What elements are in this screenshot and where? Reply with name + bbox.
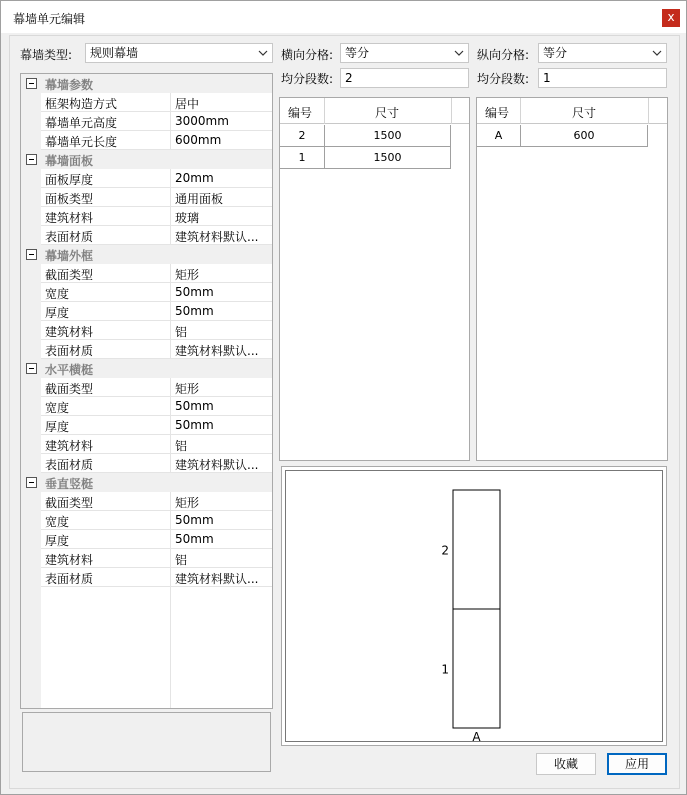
collapse-toggle-icon[interactable] — [26, 78, 37, 89]
collect-button[interactable]: 收藏 — [536, 753, 596, 775]
property-category[interactable] — [21, 359, 272, 378]
property-name: 面板厚度 — [45, 173, 94, 187]
property-row[interactable] — [21, 397, 272, 416]
vertical-division-value: 等分 — [543, 46, 568, 60]
table-header — [280, 98, 469, 124]
property-row[interactable] — [21, 511, 272, 530]
property-value[interactable]: 50mm — [175, 418, 214, 432]
property-row[interactable] — [21, 131, 272, 150]
property-value[interactable]: 50mm — [175, 513, 214, 527]
property-grid[interactable] — [20, 73, 273, 709]
horizontal-division-table[interactable] — [279, 97, 470, 461]
unit-preview-drawing — [286, 471, 664, 743]
collapse-toggle-icon[interactable] — [26, 249, 37, 260]
chevron-down-icon — [454, 46, 464, 60]
property-row[interactable] — [21, 112, 272, 131]
property-value[interactable]: 3000mm — [175, 114, 229, 128]
column-header-size[interactable]: 尺寸 — [375, 106, 400, 120]
vertical-division-select[interactable] — [538, 43, 667, 63]
property-category-label: 幕墙外框 — [45, 249, 94, 263]
property-value[interactable]: 通用面板 — [175, 192, 224, 206]
row-label: 1 — [441, 662, 449, 677]
vertical-count-label: 均分段数: — [477, 72, 530, 86]
property-row[interactable] — [21, 302, 272, 321]
property-category-label: 幕墙面板 — [45, 154, 94, 168]
property-name: 建筑材料 — [45, 211, 94, 225]
property-row[interactable] — [21, 340, 272, 359]
cell-number[interactable]: 2 — [280, 125, 325, 147]
property-value[interactable]: 50mm — [175, 285, 214, 299]
property-category-label: 幕墙参数 — [45, 78, 94, 92]
property-row[interactable] — [21, 454, 272, 473]
cell-size[interactable]: 1500 — [325, 147, 451, 169]
property-value[interactable]: 居中 — [175, 97, 200, 111]
property-row[interactable] — [21, 321, 272, 340]
property-name: 厚度 — [45, 534, 70, 548]
property-row[interactable] — [21, 283, 272, 302]
property-name: 宽度 — [45, 287, 70, 301]
cell-size[interactable]: 1500 — [325, 125, 451, 147]
horizontal-count-input[interactable]: 2 — [340, 68, 469, 88]
property-value[interactable]: 50mm — [175, 532, 214, 546]
window-title: 幕墙单元编辑 — [13, 12, 86, 26]
row-label: 2 — [441, 543, 449, 558]
property-name: 宽度 — [45, 515, 70, 529]
property-row[interactable] — [21, 378, 272, 397]
property-value[interactable]: 矩形 — [175, 382, 200, 396]
property-name: 建筑材料 — [45, 439, 94, 453]
table-header — [477, 98, 667, 124]
property-name: 宽度 — [45, 401, 70, 415]
column-divider — [324, 98, 325, 124]
property-value[interactable]: 矩形 — [175, 496, 200, 510]
property-name: 框架构造方式 — [45, 97, 118, 111]
close-button[interactable]: x — [662, 9, 680, 27]
property-value[interactable]: 玻璃 — [175, 211, 200, 225]
property-description-box — [22, 712, 271, 772]
property-value[interactable]: 建筑材料默认... — [175, 458, 259, 472]
collapse-toggle-icon[interactable] — [26, 363, 37, 374]
property-value[interactable]: 建筑材料默认... — [175, 230, 259, 244]
property-name: 截面类型 — [45, 496, 94, 510]
collapse-toggle-icon[interactable] — [26, 154, 37, 165]
property-value[interactable]: 铝 — [175, 553, 188, 567]
property-row[interactable] — [21, 264, 272, 283]
property-category-label: 水平横梃 — [45, 363, 94, 377]
property-row[interactable] — [21, 435, 272, 454]
property-row[interactable] — [21, 568, 272, 587]
property-value[interactable]: 600mm — [175, 133, 222, 147]
chevron-down-icon — [258, 46, 268, 60]
property-value[interactable]: 50mm — [175, 304, 214, 318]
property-row[interactable] — [21, 492, 272, 511]
cell-size[interactable]: 600 — [521, 125, 648, 147]
column-header-number[interactable]: 编号 — [288, 106, 313, 120]
property-row[interactable] — [21, 549, 272, 568]
cell-number[interactable]: 1 — [280, 147, 325, 169]
property-name: 表面材质 — [45, 344, 94, 358]
collapse-toggle-icon[interactable] — [26, 477, 37, 488]
apply-button[interactable]: 应用 — [607, 753, 667, 775]
vertical-division-label: 纵向分格: — [477, 48, 530, 62]
property-row[interactable] — [21, 207, 272, 226]
property-row[interactable] — [21, 188, 272, 207]
property-category-label: 垂直竖梃 — [45, 477, 94, 491]
property-name: 表面材质 — [45, 230, 94, 244]
column-divider — [648, 98, 649, 124]
property-value[interactable]: 铝 — [175, 325, 188, 339]
vertical-count-input[interactable]: 1 — [538, 68, 667, 88]
property-name: 截面类型 — [45, 382, 94, 396]
horizontal-division-value: 等分 — [345, 46, 370, 60]
property-value[interactable]: 20mm — [175, 171, 214, 185]
property-name: 表面材质 — [45, 458, 94, 472]
column-divider — [451, 98, 452, 124]
property-name: 建筑材料 — [45, 325, 94, 339]
unit-preview-panel — [281, 466, 667, 746]
property-value[interactable]: 建筑材料默认... — [175, 572, 259, 586]
property-name: 幕墙单元长度 — [45, 135, 118, 149]
property-row[interactable] — [21, 416, 272, 435]
property-name: 厚度 — [45, 306, 70, 320]
property-row[interactable] — [21, 169, 272, 188]
property-name: 幕墙单元高度 — [45, 116, 118, 130]
column-header-number[interactable]: 编号 — [485, 106, 510, 120]
property-category[interactable] — [21, 74, 272, 93]
column-divider — [520, 98, 521, 124]
property-value[interactable]: 50mm — [175, 399, 214, 413]
title-bar — [1, 1, 686, 33]
curtain-type-select[interactable] — [85, 43, 273, 63]
horizontal-count-label: 均分段数: — [281, 72, 334, 86]
property-name: 厚度 — [45, 420, 70, 434]
vertical-division-table[interactable] — [476, 97, 668, 461]
row-divider — [41, 586, 272, 587]
property-name: 表面材质 — [45, 572, 94, 586]
unit-preview-canvas — [285, 470, 663, 742]
curtain-type-value: 规则幕墙 — [90, 46, 139, 60]
property-row[interactable] — [21, 226, 272, 245]
property-value[interactable]: 矩形 — [175, 268, 200, 282]
property-value[interactable]: 铝 — [175, 439, 188, 453]
cell-number[interactable]: A — [477, 125, 521, 147]
property-category[interactable] — [21, 473, 272, 492]
column-label: A — [472, 730, 481, 743]
column-header-size[interactable]: 尺寸 — [572, 106, 597, 120]
property-row[interactable] — [21, 530, 272, 549]
horizontal-division-select[interactable] — [340, 43, 469, 63]
property-value[interactable]: 建筑材料默认... — [175, 344, 259, 358]
property-name: 面板类型 — [45, 192, 94, 206]
property-category[interactable] — [21, 245, 272, 264]
property-category[interactable] — [21, 150, 272, 169]
property-row[interactable] — [21, 93, 272, 112]
horizontal-division-label: 横向分格: — [281, 48, 334, 62]
property-name: 截面类型 — [45, 268, 94, 282]
curtain-type-label: 幕墙类型: — [20, 48, 73, 62]
property-name: 建筑材料 — [45, 553, 94, 567]
chevron-down-icon — [652, 46, 662, 60]
